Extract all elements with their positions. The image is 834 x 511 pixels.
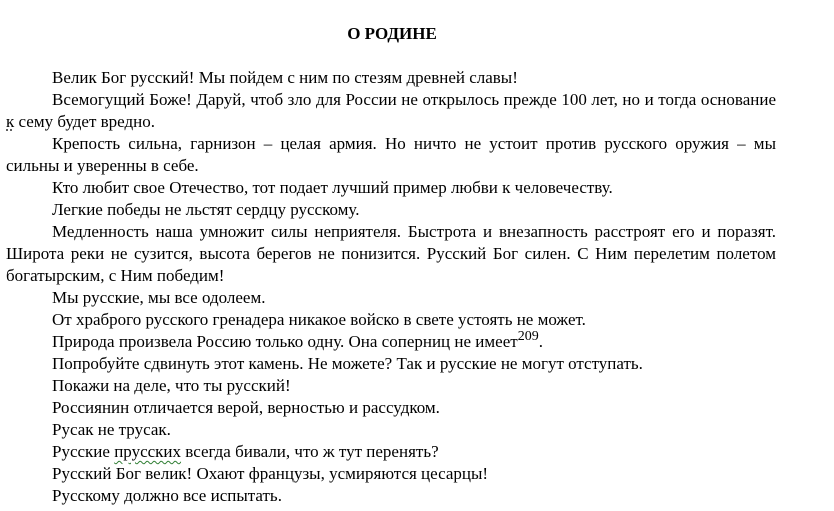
paragraph-2-text-a: Всемогущий Боже! Даруй, чтоб зло для России не открылось прежде 100 лет, но и тогда основание [52,90,776,109]
paragraph-12: Россиянин отличается верой, верностью и рассудком. [52,398,440,417]
paragraph-2 [6,89,776,133]
paragraph-6: Медленность наша умножит силы неприятеля. Быстрота и внезапность расстроят его и поразят. Широта реки не сузится, высота берегов не понизится. Русский Бог силен. С Ним перелетим полетом богатырским, с Ним победим! [6,222,776,285]
paragraph-14 [6,441,776,463]
document-body [6,67,776,507]
paragraph-2-text-b: сему будет вредно. [14,112,155,131]
paragraph-14-text-b: всегда бивали, что ж тут перенять? [181,442,439,461]
spellcheck-flagged-word[interactable]: прусских [114,442,182,461]
paragraph-3: Крепость сильна, гарнизон – целая армия. Но ничто не устоит против русского оружия – мы сильны и уверенны в себе. [6,134,776,175]
paragraph-5: Легкие победы не льстят сердцу русскому. [52,200,360,219]
paragraph-4: Кто любит свое Отечество, тот подает лучший пример любви к человечеству. [52,178,613,197]
footnote-reference[interactable]: 209 [517,329,539,344]
paragraph-13: Русак не трусак. [52,420,171,439]
paragraph-9-text: Природа произвела Россию только одну. Она соперниц не имеет [52,332,518,351]
paragraph-7: Мы русские, мы все одолеем. [52,288,266,307]
paragraph-9: Природа произвела Россию только одну. Она соперниц не имеет$^{209}$. [52,329,543,351]
paragraph-2-marked-word: к [6,112,15,131]
paragraph-11: Покажи на деле, что ты русский! [52,376,291,395]
paragraph-16: Русскому должно все испытать. [52,486,282,505]
paragraph-8: От храброго русского гренадера никакое войско в свете устоять не может. [52,310,586,329]
paragraph-10: Попробуйте сдвинуть этот камень. Не можете? Так и русские не могут отступать. [52,354,643,373]
paragraph-1: Велик Бог русский! Мы пойдем с ним по стезям древней славы! [52,68,518,87]
page-title: О РОДИНЕ [347,24,437,43]
paragraph-14-text-a: Русские [52,442,115,461]
paragraph-15: Русский Бог велик! Охают французы, усмиряются цесарцы! [52,464,489,483]
